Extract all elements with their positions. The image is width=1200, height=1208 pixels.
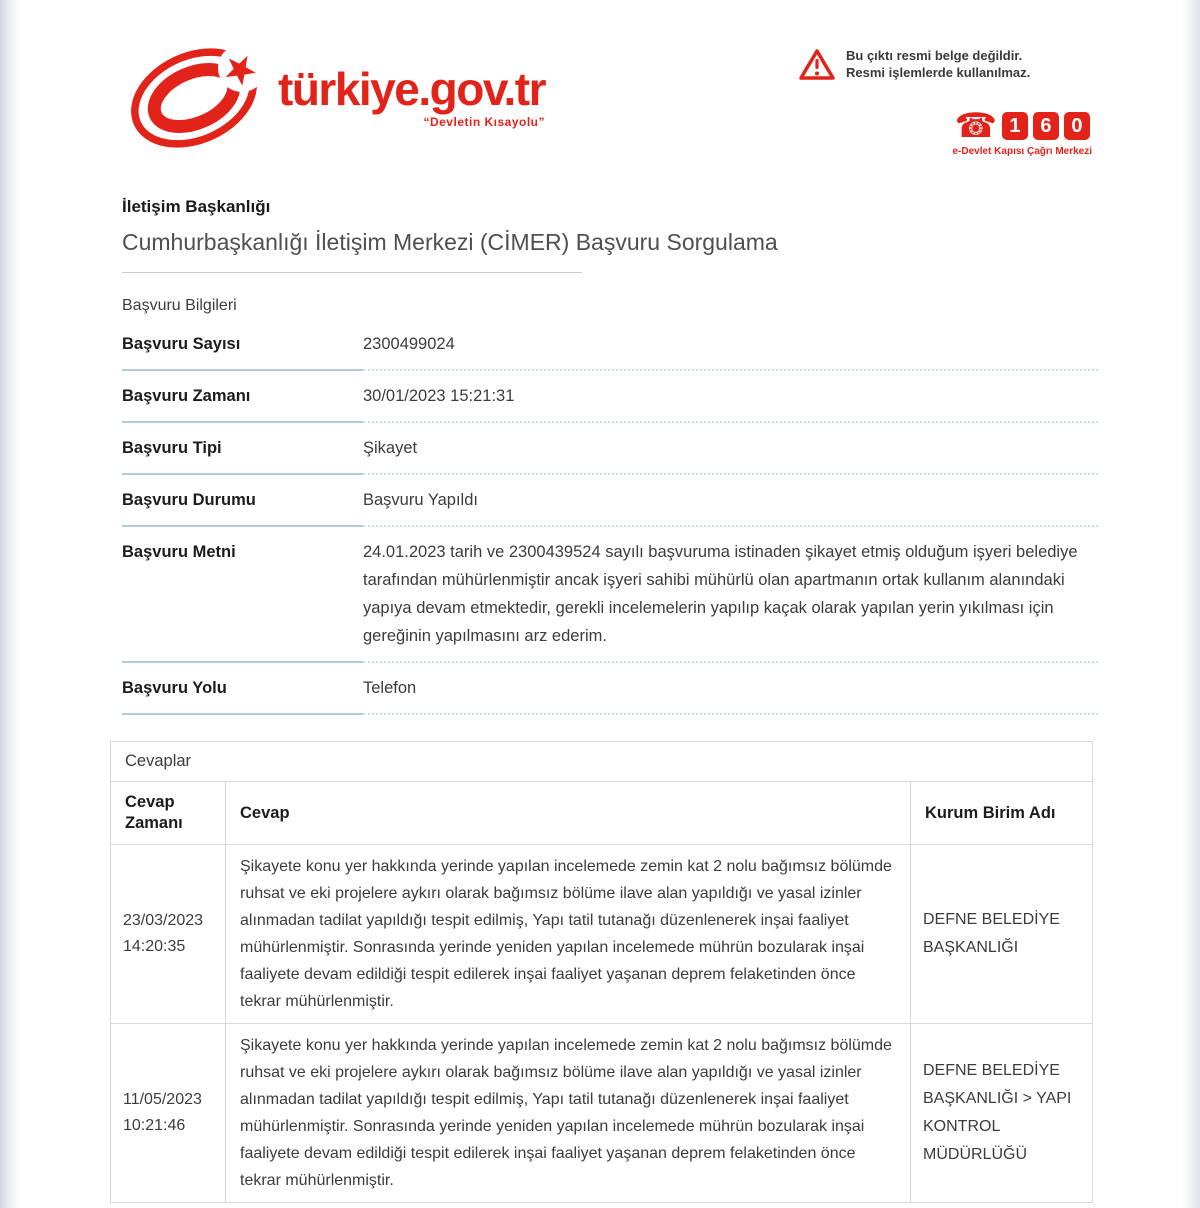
field-label: Başvuru Durumu: [122, 475, 363, 527]
logo-text-block: [278, 63, 545, 129]
response-unit: DEFNE BELEDİYE BAŞKANLIĞI > YAPI KONTROL MÜDÜRLÜĞÜ: [911, 1024, 1093, 1203]
field-row-basvuru-sayisi: [122, 319, 1098, 371]
response-time: 11/05/2023 10:21:46: [111, 1024, 226, 1203]
field-row-basvuru-yolu: [122, 663, 1098, 715]
responses-section-title: Cevaplar: [111, 742, 1093, 782]
field-value: Şikayet: [363, 423, 1098, 475]
field-label: Başvuru Zamanı: [122, 371, 363, 423]
field-row-basvuru-tipi: [122, 423, 1098, 475]
logo-wordmark: türkiye.gov.tr: [278, 63, 545, 115]
not-official-warning: [798, 48, 1098, 87]
notice-block: [798, 48, 1098, 157]
call-center-digit: 6: [1033, 112, 1059, 140]
responses-header-row: [111, 782, 1093, 845]
edevlet-logo: [122, 40, 545, 148]
document-page: [122, 0, 1098, 1203]
application-fields: [122, 319, 1098, 715]
warning-line-2: Resmi işlemlerde kullanılmaz.: [846, 64, 1031, 80]
field-label: Başvuru Sayısı: [122, 319, 363, 371]
responses-table: [110, 741, 1093, 1203]
responses-caption-row: [111, 742, 1093, 782]
field-row-basvuru-durumu: [122, 475, 1098, 527]
field-value: 30/01/2023 15:21:31: [363, 371, 1098, 423]
table-row: [111, 1024, 1093, 1203]
call-center-digit: 0: [1064, 112, 1090, 140]
field-value: 2300499024: [363, 319, 1098, 371]
call-center-block: [952, 106, 1093, 157]
page-edge-left: [0, 0, 20, 1208]
call-center-label: e-Devlet Kapısı Çağrı Merkezi: [952, 146, 1092, 157]
response-time: 23/03/2023 14:20:35: [111, 845, 226, 1024]
column-header-cevap: Cevap: [226, 782, 911, 845]
page-edge-right: [1182, 0, 1200, 1208]
column-header-cevap-zamani: Cevap Zamanı: [111, 782, 226, 845]
masthead: [122, 40, 1098, 157]
field-label: Başvuru Metni: [122, 527, 363, 663]
column-header-kurum-birim-adi: Kurum Birim Adı: [911, 782, 1093, 845]
title-divider: [122, 272, 582, 273]
warning-triangle-icon: [798, 48, 836, 87]
field-value: Telefon: [363, 663, 1098, 715]
phone-icon: ☎: [954, 106, 997, 146]
field-label: Başvuru Yolu: [122, 663, 363, 715]
field-label: Başvuru Tipi: [122, 423, 363, 475]
agency-name: İletişim Başkanlığı: [122, 197, 271, 216]
field-row-basvuru-metni: [122, 527, 1098, 663]
field-value: 24.01.2023 tarih ve 2300439524 sayılı başvuruma istinaden şikayet etmiş olduğum işyeri belediye tarafından mühürlenmiştir ancak işyeri sahibi mühürlü olan apartmanın ortak kullanım alanındaki yapıya devam etmektedir, gerekli incelemelerin yapılıp kaçak olarak yapılan yerin yıkılması için gereğinin yapılmasını arz ederim.: [363, 527, 1098, 663]
response-unit: DEFNE BELEDİYE BAŞKANLIĞI: [911, 845, 1093, 1024]
service-title: Cumhurbaşkanlığı İletişim Merkezi (CİMER) Başvuru Sorgulama: [122, 229, 778, 255]
call-center-number: [954, 106, 1090, 146]
field-row-basvuru-zamani: [122, 371, 1098, 423]
warning-line-1: Bu çıktı resmi belge değildir.: [846, 48, 1023, 63]
table-row: [111, 845, 1093, 1024]
call-center-digit: 1: [1002, 112, 1028, 140]
logo-tagline: “Devletin Kısayolu”: [423, 115, 545, 129]
edevlet-swoosh-star-icon: [122, 40, 272, 148]
response-text: Şikayete konu yer hakkında yerinde yapılan incelemede zemin kat 2 nolu bağımsız bölümde ruhsat ve eki projelere aykırı olarak bağımsız bölüme ilave alan yapıldığı ve yasal izinler alınmadan tadilat yapıldığı tespit edilmiş, Yapı tatil tutanağı düzenlenerek inşai faaliyet mühürlenmiştir. Sonrasında yerinde yeniden yapılan incelemede mührün bozularak inşai faaliyete devam edildiği tespit edilerek inşai faaliyet yaşanan deprem felaketinden önce tekrar mühürlenmiştir.: [226, 845, 911, 1024]
response-text: Şikayete konu yer hakkında yerinde yapılan incelemede zemin kat 2 nolu bağımsız bölümde ruhsat ve eki projelere aykırı olarak bağımsız bölüme ilave alan yapıldığı ve yasal izinler alınmadan tadilat yapıldığı tespit edilmiş, Yapı tatil tutanağı düzenlenerek inşai faaliyet mühürlenmiştir. Sonrasında yerinde yeniden yapılan incelemede mührün bozularak inşai faaliyete devam edildiği tespit edilerek inşai faaliyet yaşanan deprem felaketinden önce tekrar mühürlenmiştir.: [226, 1024, 911, 1203]
warning-text: [846, 48, 1030, 82]
field-value: Başvuru Yapıldı: [363, 475, 1098, 527]
application-section-title: Başvuru Bilgileri: [122, 297, 237, 314]
